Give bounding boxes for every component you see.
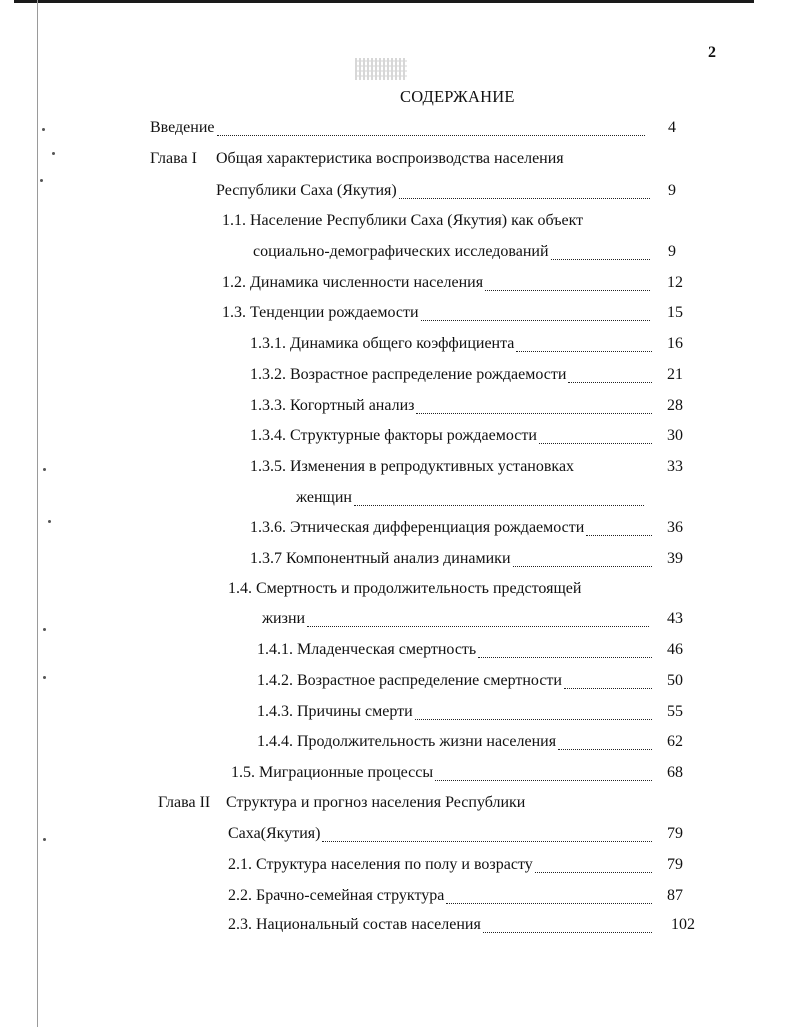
leader-dots [558, 748, 652, 750]
toc-entry-page: 39 [667, 550, 683, 567]
toc-entry-label: 1.3.6. Этническая дифференциация рождаемости [250, 519, 585, 536]
toc-entry-page: 9 [668, 243, 676, 260]
scan-top-edge [14, 0, 754, 3]
toc-entry[interactable] [150, 117, 651, 141]
toc-entry-label: 1.5. Миграционные процессы [231, 764, 434, 781]
toc-entry[interactable] [231, 762, 658, 786]
toc-entry-page: 43 [667, 610, 683, 627]
scan-speck [48, 520, 51, 523]
toc-entry[interactable] [228, 914, 658, 938]
toc-entry[interactable] [253, 241, 656, 265]
toc-entry-page: 62 [667, 733, 683, 750]
scan-left-edge [37, 0, 38, 1027]
scan-speck [52, 152, 55, 155]
toc-entry[interactable] [228, 854, 658, 878]
toc-entry-page: 9 [668, 182, 676, 199]
leader-dots [415, 718, 652, 720]
toc-entry-page: 87 [667, 887, 683, 904]
leader-dots [539, 442, 652, 444]
leader-dots [483, 931, 652, 933]
toc-entry-label: 1.4.3. Причины смерти [257, 703, 413, 720]
toc-entry[interactable] [296, 487, 650, 511]
toc-entry-page: 21 [667, 366, 683, 383]
leader-dots [446, 902, 652, 904]
toc-entry-label[interactable]: 1.4. Смертность и продолжительность предстоящей [228, 580, 582, 597]
toc-entry-label: Саха(Якутия) [228, 825, 321, 842]
scan-speck [40, 179, 43, 182]
leader-dots [478, 656, 652, 658]
toc-entry-page: 46 [667, 641, 683, 658]
scan-speck [43, 676, 46, 679]
toc-entry-page: 12 [667, 274, 683, 291]
toc-entry-label: женщин [296, 489, 352, 506]
leader-dots [513, 565, 652, 567]
toc-entry[interactable] [250, 333, 658, 357]
toc-entry[interactable] [250, 364, 658, 388]
toc-entry-page: 36 [667, 519, 683, 536]
scan-speck [43, 838, 46, 841]
toc-entry-label: 2.1. Структура населения по полу и возрасту [228, 856, 533, 873]
toc-entry-label: 1.3.3. Когортный анализ [250, 397, 415, 414]
leader-dots [568, 381, 652, 383]
toc-entry-page: 30 [667, 427, 683, 444]
toc-title: СОДЕРЖАНИЕ [400, 87, 515, 106]
toc-entry[interactable] [222, 302, 656, 326]
toc-entry-label: 1.2. Динамика численности населения [222, 274, 484, 291]
toc-entry[interactable] [257, 731, 658, 755]
leader-dots [421, 319, 651, 321]
toc-entry-page: 79 [667, 856, 683, 873]
toc-entry-label: 1.3. Тенденции рождаемости [222, 304, 419, 321]
toc-entry[interactable] [262, 608, 655, 632]
toc-entry[interactable] [250, 425, 658, 449]
scan-speck [43, 628, 46, 631]
leader-dots [217, 134, 646, 136]
toc-entry[interactable] [222, 272, 656, 296]
toc-entry-page: 33 [667, 458, 683, 475]
toc-entry-page: 16 [667, 335, 683, 352]
toc-entry-label: 1.3.2. Возрастное распределение рождаемости [250, 366, 567, 383]
scan-speck [42, 128, 45, 131]
toc-entry[interactable] [257, 639, 658, 663]
page-number: 2 [708, 44, 716, 61]
toc-entry-page: 15 [667, 304, 683, 321]
toc-entry-page: 4 [668, 119, 676, 136]
toc-entry-label: 1.4.4. Продолжительность жизни населения [257, 733, 557, 750]
toc-entry-label: 2.3. Национальный состав населения [228, 916, 481, 933]
chapter-prefix: Глава II [158, 794, 211, 811]
leader-dots [354, 504, 644, 506]
toc-entry-label: жизни [262, 610, 306, 627]
toc-entry-label: социально-демографических исследований [253, 243, 549, 260]
leader-dots [535, 871, 652, 873]
toc-entry-label[interactable]: Общая характеристика воспроизводства населения [216, 150, 564, 167]
toc-entry-label: 1.3.1. Динамика общего коэффициента [250, 335, 515, 352]
library-stamp [355, 58, 407, 80]
toc-entry-label: 1.3.4. Структурные факторы рождаемости [250, 427, 537, 444]
leader-dots [435, 779, 652, 781]
leader-dots [322, 840, 652, 842]
toc-entry-page: 79 [667, 825, 683, 842]
toc-entry-page: 68 [667, 764, 683, 781]
toc-entry[interactable] [250, 548, 658, 572]
toc-entry-page: 55 [667, 703, 683, 720]
toc-entry[interactable] [250, 395, 658, 419]
leader-dots [516, 350, 652, 352]
leader-dots [485, 289, 650, 291]
leader-dots [416, 412, 652, 414]
leader-dots [564, 687, 652, 689]
toc-entry[interactable] [216, 180, 656, 204]
toc-entry-label[interactable]: 1.3.5. Изменения в репродуктивных установках [250, 458, 575, 475]
toc-entry-label: Введение [150, 119, 215, 136]
leader-dots [399, 197, 650, 199]
toc-entry-page: 28 [667, 397, 683, 414]
toc-entry-label: 1.4.2. Возрастное распределение смертности [257, 672, 562, 689]
toc-entry[interactable] [228, 885, 658, 909]
toc-entry[interactable] [250, 517, 658, 541]
chapter-prefix: Глава I [150, 150, 197, 167]
toc-entry-page: 50 [667, 672, 683, 689]
toc-entry-label: 1.3.7 Компонентный анализ динамики [250, 550, 511, 567]
leader-dots [307, 625, 649, 627]
toc-entry-label: 1.4.1. Младенческая смертность [257, 641, 477, 658]
toc-entry[interactable] [257, 670, 658, 694]
toc-entry[interactable] [257, 701, 658, 725]
toc-entry-label[interactable]: Структура и прогноз населения Республики [226, 794, 526, 811]
toc-entry-label: Республики Саха (Якутия) [216, 182, 397, 199]
toc-entry-page: 102 [671, 916, 695, 933]
toc-entry[interactable] [228, 823, 658, 847]
scan-speck [43, 468, 46, 471]
toc-entry-label: 2.2. Брачно-семейная структура [228, 887, 445, 904]
toc-entry-label[interactable]: 1.1. Население Республики Саха (Якутия) как объект [222, 212, 584, 229]
